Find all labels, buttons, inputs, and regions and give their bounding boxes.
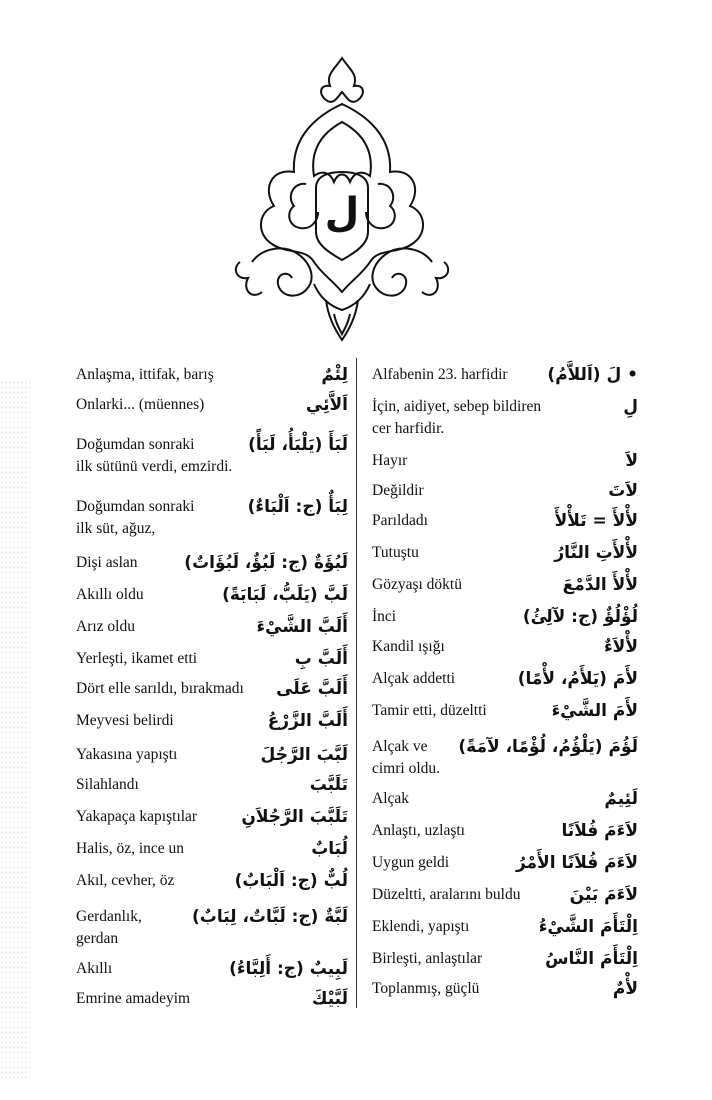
dictionary-entry: [76, 800, 348, 832]
dictionary-entry: [372, 506, 638, 536]
entry-translation: Akıllı oldu: [76, 586, 144, 603]
entry-translation-continued: ilk süt, ağuz,: [76, 520, 156, 537]
chapter-letter: ل: [324, 190, 360, 236]
entry-translation: Kandil ışığı: [372, 638, 445, 655]
entry-arabic-headword: اِلْتَأَمَ النَّاسُ: [545, 949, 638, 969]
entry-translation: Arız oldu: [76, 618, 135, 635]
dictionary-entry: [372, 726, 638, 780]
dictionary-entry: [76, 642, 348, 674]
entry-translation: Alçak ve: [372, 738, 428, 755]
dictionary-entry: [372, 476, 638, 506]
entry-arabic-headword: لَبَأَ (يَلْبَأُ، لَبَأً): [248, 435, 348, 455]
dictionary-entry: [76, 482, 348, 540]
entry-arabic-headword: لُبٌّ (ج: اَلْبَابٌ): [234, 871, 348, 891]
dictionary-entry: [76, 832, 348, 864]
entry-translation: Gerdanlık,: [76, 908, 142, 925]
dictionary-entry: [76, 610, 348, 642]
dictionary-entry: [76, 358, 348, 390]
dictionary-entry: [372, 878, 638, 910]
entry-translation: Tutuştu: [372, 544, 419, 561]
dictionary-entry: [372, 536, 638, 568]
dictionary-entry: [372, 974, 638, 1004]
entry-translation: Halis, öz, ince un: [76, 840, 185, 857]
entry-arabic-headword: لأْلأَتِ النَّارُ: [554, 543, 638, 563]
entry-arabic-headword: أَلَبَّ عَلَى: [276, 679, 348, 699]
entry-translation: Akıllı: [76, 960, 113, 977]
entry-arabic-headword: لَئِيمٌ: [604, 789, 638, 809]
entry-translation-continued: ilk sütünü verdi, emzirdi.: [76, 458, 233, 475]
dictionary-entry: [76, 674, 348, 704]
entry-arabic-headword: لاَ: [625, 451, 638, 471]
entry-arabic-headword: لَبُؤَةٌ (ج: لَبُؤٌ، لَبُؤَاتٌ): [184, 553, 348, 573]
dictionary-entry: [372, 694, 638, 726]
entry-translation: Düzeltti, aralarını buldu: [372, 886, 521, 903]
entry-translation: Yakasına yapıştı: [76, 746, 178, 763]
entry-arabic-headword: لأَمَ (يَلأَمُ، لأْمًا): [517, 669, 638, 689]
entry-arabic-headword: لِبَأٌ (ج: اَلْبَاءٌ): [247, 497, 348, 517]
entry-translation: Parıldadı: [372, 512, 428, 529]
entry-arabic-headword: اَلاَّئِي: [305, 395, 348, 415]
entry-translation: Değildir: [372, 482, 424, 499]
entry-arabic-headword: لَبَّةٌ (ج: لَبَّاتٌ، لِبَابٌ): [191, 907, 348, 927]
entry-translation: Akıl, cevher, öz: [76, 872, 175, 889]
entry-translation: Birleşti, anlaştılar: [372, 950, 483, 967]
entry-translation: Tamir etti, düzeltti: [372, 702, 487, 719]
entry-arabic-headword: لأْلأَ الدَّمْعَ: [562, 575, 638, 595]
entry-arabic-headword: اِلْتَأَمَ الشَّيْءُ: [538, 917, 638, 937]
dictionary-entry: [372, 600, 638, 632]
entry-translation: Alfabenin 23. harfidir: [372, 366, 508, 383]
entry-arabic-headword: تَلَبَّبَ: [309, 775, 348, 795]
dictionary-entry: [76, 390, 348, 420]
entry-translation: Emrine amadeyim: [76, 990, 191, 1007]
chapter-ornament: [222, 48, 462, 348]
left-column: [76, 358, 348, 1014]
entry-translation: Onlarki... (müennes): [76, 396, 205, 413]
entry-arabic-headword: لَبِيبٌ (ج: أَلِبَّاءُ): [229, 959, 348, 979]
entry-arabic-headword: لأْمٌ: [612, 979, 638, 999]
entry-arabic-headword: لاَءَمَ فُلاَنًا الأَمْرُ: [515, 853, 638, 873]
dictionary-entry: [76, 984, 348, 1014]
entry-translation: Hayır: [372, 452, 408, 469]
entry-translation: İçin, aidiyet, sebep bildiren: [372, 398, 542, 415]
dictionary-entry: [372, 942, 638, 974]
entry-arabic-headword: لَبَّبَ الرَّجُلَ: [260, 745, 348, 765]
entry-translation: Toplanmış, güçlü: [372, 980, 480, 997]
dictionary-entry: [372, 568, 638, 600]
dictionary-entry: [372, 910, 638, 942]
entry-arabic-headword: لُؤْلُؤٌ (ج: لآلِئُ): [522, 607, 638, 627]
entry-arabic-headword: • لَ (اَللاَّمُ): [547, 365, 638, 385]
entry-translation: Anlaştı, uzlaştı: [372, 822, 465, 839]
entry-translation: Dişi aslan: [76, 554, 138, 571]
dictionary-entry: [76, 896, 348, 950]
entry-arabic-headword: لاَءَمَ بَيْنَ: [569, 885, 638, 905]
entry-arabic-headword: لُبَابٌ: [311, 839, 348, 859]
entry-arabic-headword: لاَتَ: [608, 481, 638, 501]
entry-translation: Meyvesi belirdi: [76, 712, 174, 729]
dictionary-entry: [372, 632, 638, 662]
entry-arabic-headword: لِئْمٌ: [321, 365, 348, 385]
dictionary-entry: [372, 444, 638, 476]
entry-arabic-headword: لِ: [623, 397, 638, 417]
dictionary-entry: [372, 784, 638, 814]
dictionary-entry: [76, 736, 348, 770]
dictionary-entry: [372, 662, 638, 694]
entry-translation-continued: cer harfidir.: [372, 420, 445, 437]
dictionary-entry: [76, 544, 348, 578]
entry-translation: Uygun geldi: [372, 854, 450, 871]
page-edge-shading: [0, 380, 30, 1080]
entry-translation: Eklendi, yapıştı: [372, 918, 470, 935]
entry-translation: Gözyaşı döktü: [372, 576, 462, 593]
dictionary-entry: [76, 770, 348, 800]
dictionary-entry: [76, 704, 348, 736]
entry-translation: Yerleşti, ikamet etti: [76, 650, 198, 667]
entry-arabic-headword: لأْلأَ = تَلأْلأَ: [554, 511, 638, 531]
dictionary-entry: [76, 420, 348, 478]
entry-translation: Anlaşma, ittifak, barış: [76, 366, 214, 383]
entry-translation: İnci: [372, 608, 397, 625]
dictionary-entry: [372, 358, 638, 390]
entry-translation: Silahlandı: [76, 776, 139, 793]
right-column: [372, 358, 638, 1004]
entry-translation: Yakapaça kapıştılar: [76, 808, 198, 825]
entry-translation: Alçak: [372, 790, 410, 807]
entry-arabic-headword: لاَءَمَ فُلاَنًا: [561, 821, 638, 841]
entry-translation: Doğumdan sonraki: [76, 436, 195, 453]
entry-arabic-headword: لَبَّ (يَلَبُّ، لَبَابَةً): [222, 585, 348, 605]
entry-arabic-headword: أَلَبَّ الشَّيْءَ: [256, 617, 348, 637]
entry-translation: Alçak addetti: [372, 670, 456, 687]
entry-translation: Dört elle sarıldı, bırakmadı: [76, 680, 244, 697]
entry-translation-continued: cimri oldu.: [372, 760, 441, 777]
dictionary-entry: [372, 390, 638, 440]
entry-arabic-headword: أَلَبَّ بِ: [294, 649, 348, 669]
entry-arabic-headword: تَلَبَّبَ الرَّجُلاَنِ: [241, 807, 348, 827]
dictionary-entry: [372, 814, 638, 846]
entry-translation-continued: gerdan: [76, 930, 119, 947]
dictionary-entry: [76, 578, 348, 610]
entry-arabic-headword: لَؤُمَ (يَلْؤُمُ، لُؤْمًا، لآمَةً): [458, 737, 638, 757]
entry-arabic-headword: أَلَبَّ الزَّرْعُ: [267, 711, 348, 731]
dictionary-entry: [76, 864, 348, 896]
column-divider: [356, 358, 357, 1008]
entry-arabic-headword: لأْلاَءٌ: [603, 637, 638, 657]
dictionary-entry: [76, 954, 348, 984]
entry-translation: Doğumdan sonraki: [76, 498, 195, 515]
dictionary-entry: [372, 846, 638, 878]
entry-arabic-headword: لَبَّيْكَ: [311, 989, 348, 1009]
entry-arabic-headword: لأَمَ الشَّيْءَ: [551, 701, 638, 721]
